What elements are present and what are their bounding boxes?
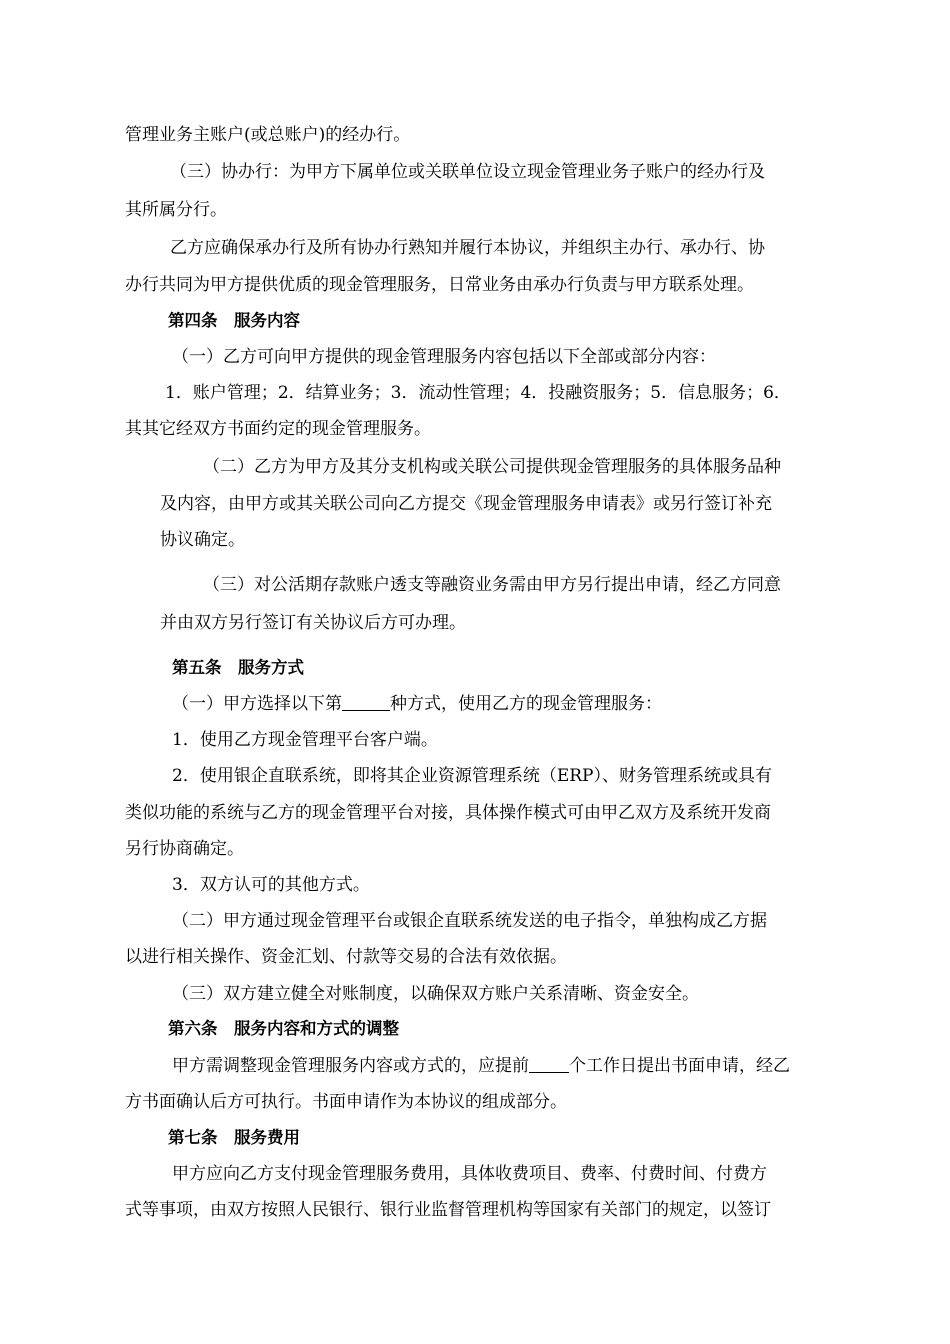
paragraph-text: （一）甲方选择以下第 <box>172 694 342 714</box>
paragraph-line: （三）双方建立健全对账制度，以确保双方账户关系清晰、资金安全。 <box>172 984 699 1004</box>
paragraph-line: 并由双方另行签订有关协议后方可办理。 <box>160 613 466 633</box>
paragraph-text: 种方式，使用乙方的现金管理服务： <box>390 694 662 714</box>
paragraph-line: 2．使用银企直联系统，即将其企业资源管理系统（ERP）、财务管理系统或具有 <box>172 766 772 786</box>
article-heading: 第五条 服务方式 <box>172 658 304 677</box>
paragraph-line: 方书面确认后方可执行。书面申请作为本协议的组成部分。 <box>125 1092 567 1112</box>
paragraph-line: 协议确定。 <box>160 530 245 550</box>
paragraph-line: （三）对公活期存款账户透支等融资业务需由甲方另行提出申请，经乙方同意 <box>203 575 781 595</box>
paragraph-line: （二）乙方为甲方及其分支机构或关联公司提供现金管理服务的具体服务品种 <box>203 457 781 477</box>
paragraph-line: 类似功能的系统与乙方的现金管理平台对接，具体操作模式可由甲乙双方及系统开发商 <box>125 803 771 823</box>
paragraph-line: 其其它经双方书面约定的现金管理服务。 <box>125 419 431 439</box>
paragraph-text: 个工作日提出书面申请，经乙 <box>569 1056 790 1076</box>
paragraph-line: 及内容，由甲方或其关联公司向乙方提交《现金管理服务申请表》或另行签订补充 <box>160 494 772 514</box>
paragraph-line <box>172 1054 790 1078</box>
paragraph-line: 以进行相关操作、资金汇划、付款等交易的合法有效依据。 <box>125 947 567 967</box>
paragraph-line: （三）协办行：为甲方下属单位或关联单位设立现金管理业务子账户的经办行及 <box>170 162 765 182</box>
paragraph-line: （一）乙方可向甲方提供的现金管理服务内容包括以下全部或部分内容： <box>172 347 716 367</box>
paragraph-line: 办行共同为甲方提供优质的现金管理服务，日常业务由承办行负责与甲方联系处理。 <box>125 275 754 295</box>
article-heading: 第七条 服务费用 <box>168 1128 300 1147</box>
article-heading: 第六条 服务内容和方式的调整 <box>168 1019 399 1038</box>
paragraph-line: 另行协商确定。 <box>125 839 244 859</box>
paragraph-line: 1．账户管理；2．结算业务；3．流动性管理；4．投融资服务；5．信息服务；6． <box>165 383 791 403</box>
paragraph-line: 3．双方认可的其他方式。 <box>172 875 370 895</box>
paragraph-line: 其所属分行。 <box>125 200 227 220</box>
article-heading: 第四条 服务内容 <box>168 311 300 330</box>
paragraph-line: 1．使用乙方现金管理平台客户端。 <box>172 730 438 750</box>
paragraph-line: 甲方应向乙方支付现金管理服务费用，具体收费项目、费率、付费时间、付费方 <box>172 1164 767 1184</box>
paragraph-line: 式等事项，由双方按照人民银行、银行业监督管理机构等国家有关部门的规定，以签订 <box>125 1200 771 1220</box>
fill-in-blank <box>342 694 390 711</box>
paragraph-line: （二）甲方通过现金管理平台或银企直联系统发送的电子指令，单独构成乙方据 <box>172 911 767 931</box>
paragraph-line: 管理业务主账户(或总账户)的经办行。 <box>125 125 411 145</box>
paragraph-line: 乙方应确保承办行及所有协办行熟知并履行本协议，并组织主办行、承办行、协 <box>170 238 765 258</box>
paragraph-text: 甲方需调整现金管理服务内容或方式的，应提前 <box>172 1056 529 1076</box>
fill-in-blank <box>529 1056 569 1073</box>
paragraph-line <box>172 692 662 716</box>
